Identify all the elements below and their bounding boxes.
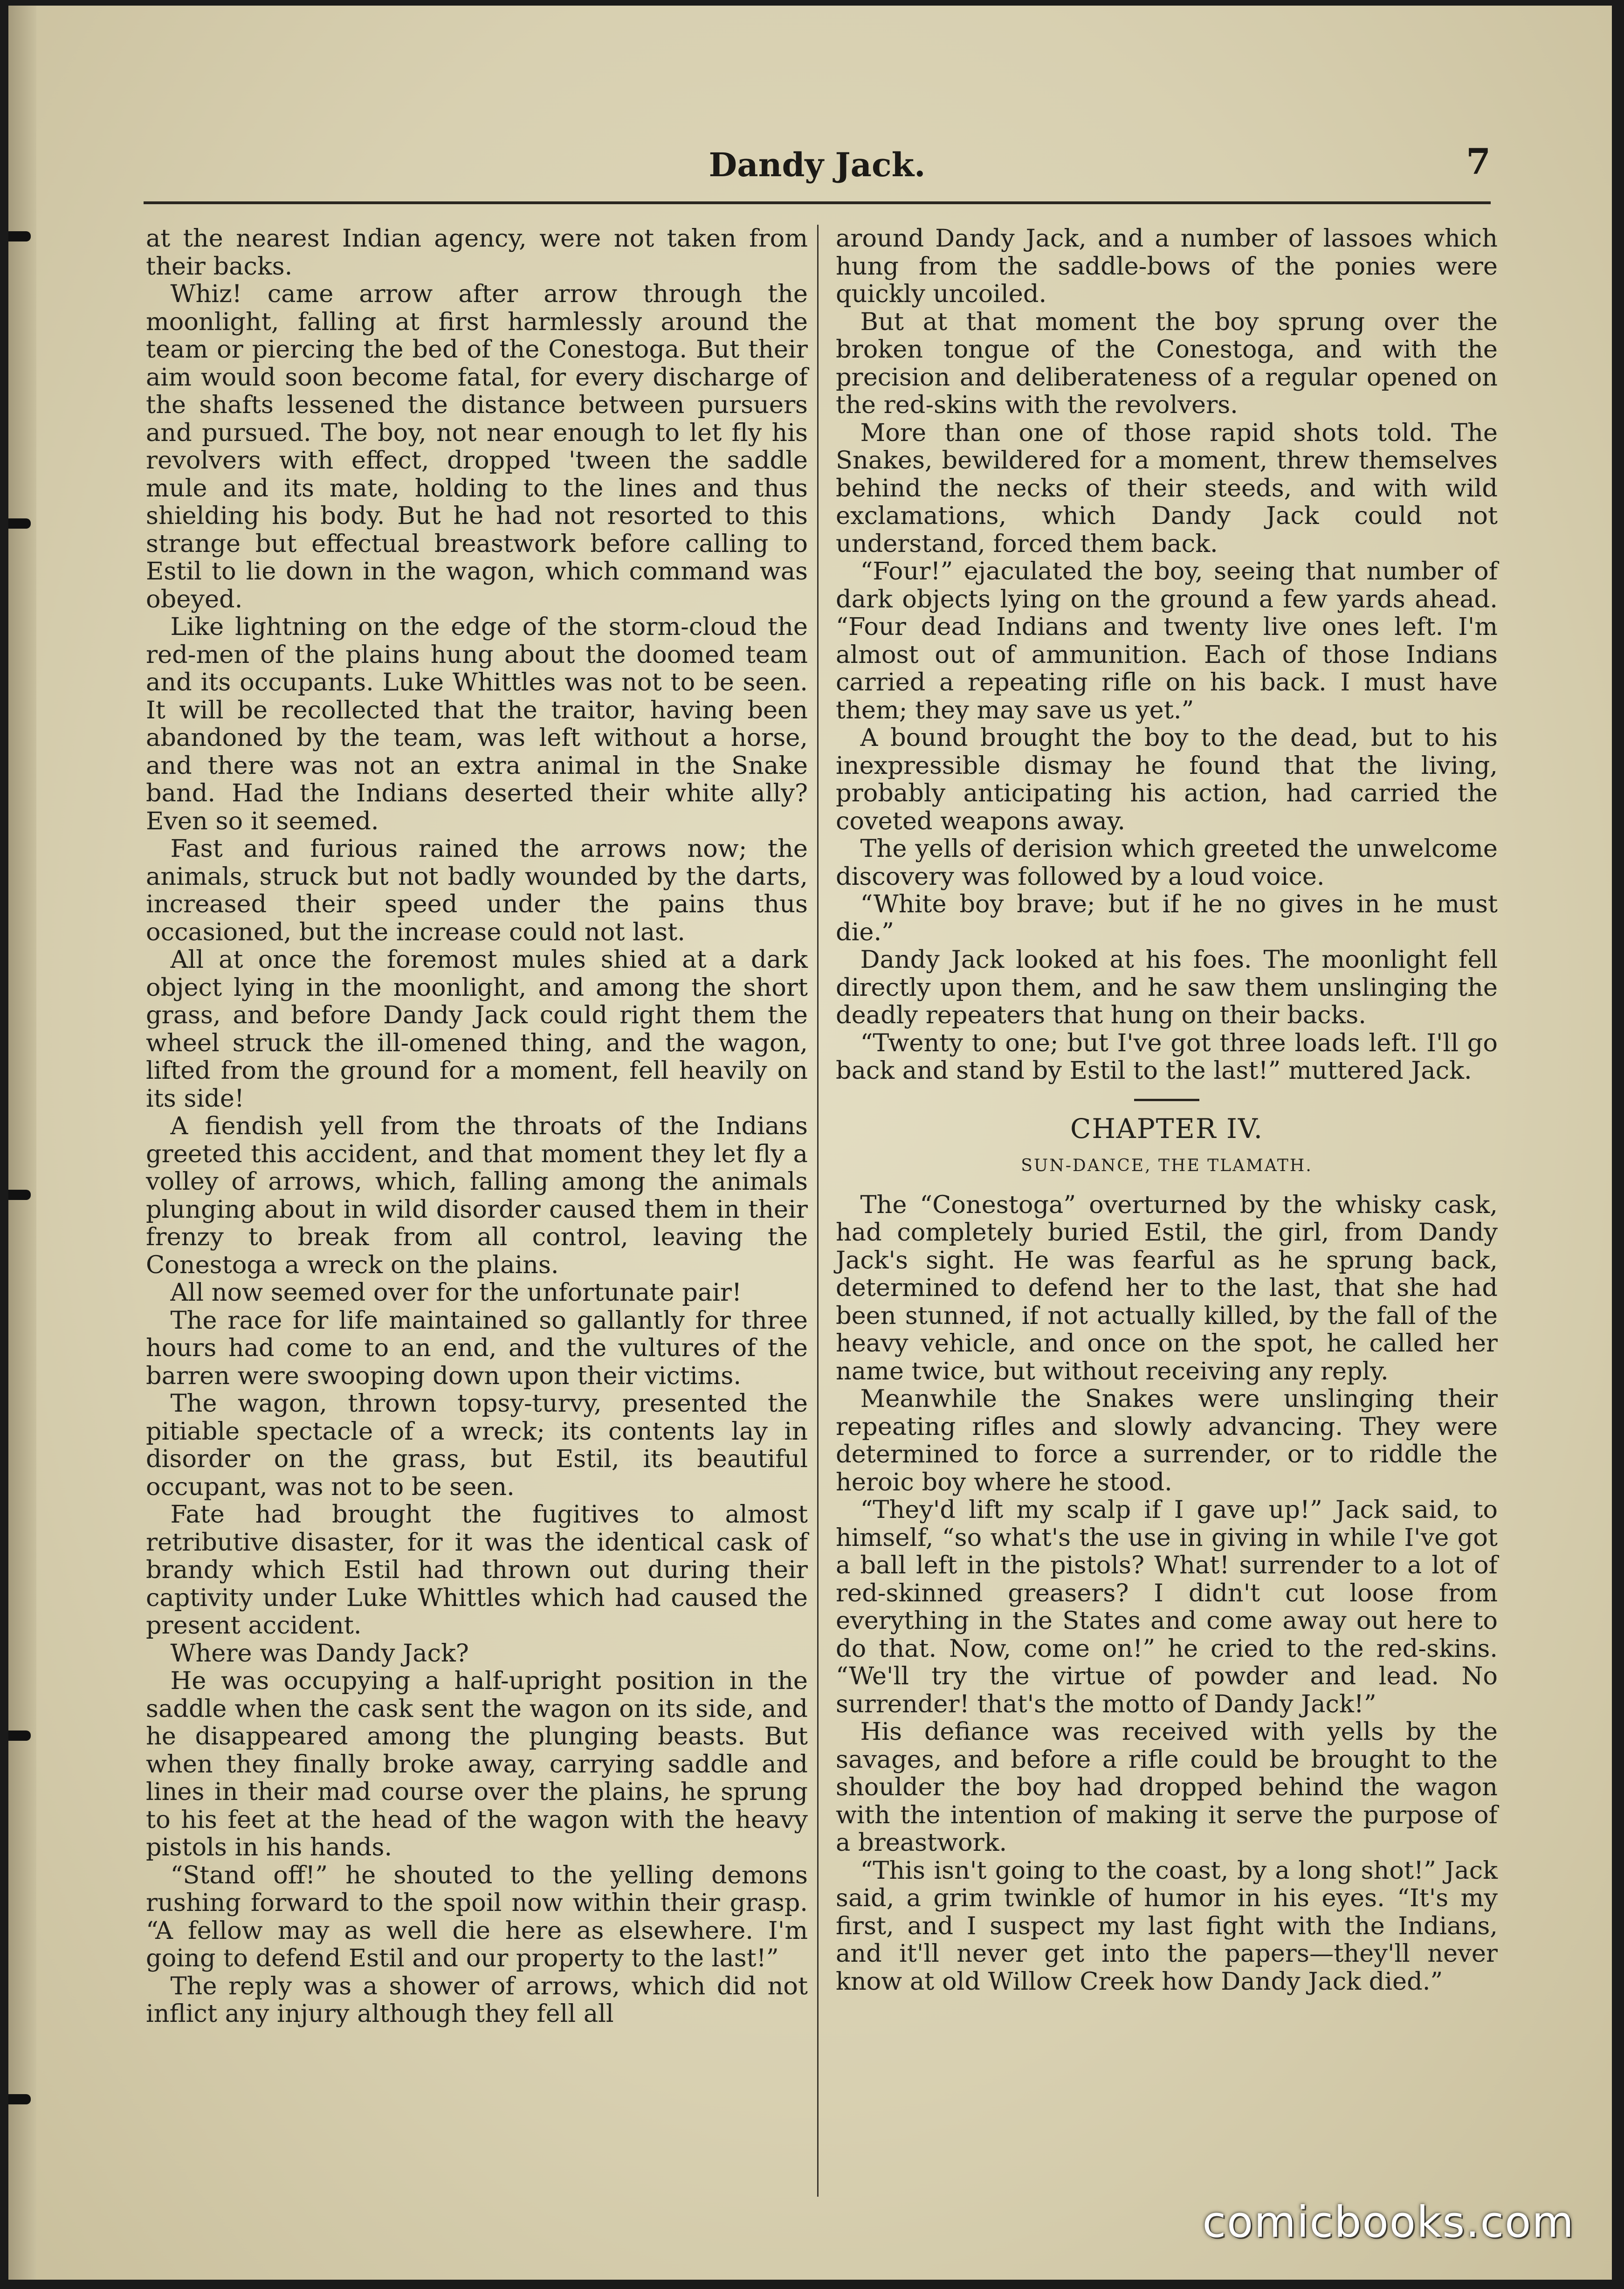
paragraph: Where was Dandy Jack? — [170, 1639, 469, 1668]
page-number: 7 — [1466, 141, 1491, 182]
binding-stitch — [8, 231, 31, 241]
chapter-rule — [1134, 1099, 1199, 1101]
paragraph: at the nearest Indian agency, were not taken from their backs. — [146, 224, 808, 281]
book-page — [8, 6, 1612, 2280]
paragraph: All at once the foremost mules shied at a dark object lying in the moonlight, and among the short grass, and before Dandy Jack could right them the wheel struck the ill-omened thing, and the wagon, lifted from the ground for a moment, fell heavily on its side! — [146, 945, 808, 1113]
paragraph: The wagon, thrown topsy-turvy, presented the pitiable spectacle of a wreck; its contents lay in disorder on the grass, but Estil, its beautiful occupant, was not to be seen. — [146, 1389, 808, 1501]
paragraph: All now seemed over for the unfortunate pair! — [170, 1278, 742, 1307]
paragraph: around Dandy Jack, and a number of lassoes which hung from the saddle-bows of the ponies were quickly uncoiled. — [836, 224, 1498, 308]
chapter-subtitle: SUN-DANCE, THE TLAMATH. — [1021, 1156, 1313, 1175]
watermark: comicbooks.com — [1202, 2197, 1575, 2247]
binding-stitch — [8, 1190, 31, 1200]
paragraph: He was occupying a half-upright position in the saddle when the cask sent the wagon on its side, and he disappeared among the plunging beasts. But when they finally broke away, carrying saddle and lines in their mad course over the plains, he sprung to his feet at the head of the wagon with the heavy pistols in his hands. — [146, 1667, 808, 1862]
paragraph: The “Conestoga” overturned by the whisky cask, had completely buried Estil, the girl, from Dandy Jack's sight. He was fearful as he sprung back, determined to defend her to the last, that she had been stunned, if not actually killed, by the fall of the heavy vehicle, and once on the spot, he called her name twice, but without receiving any reply. — [836, 1190, 1498, 1386]
chapter-title: CHAPTER IV. — [1070, 1112, 1264, 1144]
paragraph: Dandy Jack looked at his foes. The moonlight fell directly upon them, and he saw them unslinging the deadly repeaters that hung on their backs. — [836, 945, 1498, 1029]
header-rule — [144, 201, 1491, 204]
paragraph: A bound brought the boy to the dead, but to his inexpressible dismay he found that the living, probably anticipating his action, had carried the coveted weapons away. — [836, 724, 1498, 835]
paragraph: The reply was a shower of arrows, which did not inflict any injury although they fell all — [146, 1972, 808, 2028]
paragraph: His defiance was received with yells by the savages, and before a rifle could be brought to the shoulder the boy had dropped behind the wagon with the intention of making it serve the purpose of a breastwork. — [836, 1717, 1498, 1857]
paragraph: “Stand off!” he shouted to the yelling demons rushing forward to the spoil now within their grasp. “A fellow may as well die here as elsewhere. I'm going to defend Estil and our property to the last!” — [146, 1861, 808, 1972]
paragraph: Fate had brought the fugitives to almost retributive disaster, for it was the identical cask of brandy which Estil had thrown out during their captivity under Luke Whittles which had caused the present accident. — [146, 1500, 808, 1640]
paragraph: “They'd lift my scalp if I gave up!” Jack said, to himself, “so what's the use in giving in while I've got a ball left in the pistols? What! surrender to a lot of red-skinned greasers? I didn't cut loose from everything in the States and come away out here to do that. Now, come on!” he cried to the red-skins. “We'll try the virtue of powder and lead. No surrender! that's the motto of Dandy Jack!” — [836, 1496, 1498, 1718]
paragraph: “White boy brave; but if he no gives in he must die.” — [836, 890, 1498, 946]
paragraph: More than one of those rapid shots told. The Snakes, bewildered for a moment, threw themselves behind the necks of their steeds, and with wild exclamations, which Dandy Jack could not understand, forced them back. — [836, 418, 1498, 558]
paragraph: The yells of derision which greeted the unwelcome discovery was followed by a loud voice. — [836, 834, 1498, 891]
paragraph: “This isn't going to the coast, by a long shot!” Jack said, a grim twinkle of humor in his eyes. “It's my first, and I suspect my last fight with the Indians, and it'll never get into the papers—they'll never know at old Willow Creek how Dandy Jack died.” — [836, 1856, 1498, 1996]
paragraph: “Twenty to one; but I've got three loads left. I'll go back and stand by Estil to the last!” muttered Jack. — [836, 1028, 1498, 1085]
right-column — [836, 225, 1498, 1995]
binding-stitch — [8, 1731, 31, 1741]
paragraph: Meanwhile the Snakes were unslinging their repeating rifles and slowly advancing. They were determined to force a surrender, or to riddle the heroic boy where he stood. — [836, 1385, 1498, 1496]
paragraph: Fast and furious rained the arrows now; the animals, struck but not badly wounded by the darts, increased their speed under the pains thus occasioned, but the increase could not last. — [146, 834, 808, 946]
binding-stitch — [8, 518, 31, 529]
binding-edge — [8, 6, 36, 2280]
paragraph: A fiendish yell from the throats of the Indians greeted this accident, and that moment they let fly a volley of arrows, which, falling among the animals plunging about in wild disorder caused them in their frenzy to break from all control, leaving the Conestoga a wreck on the plains. — [146, 1112, 808, 1279]
paragraph: But at that moment the boy sprung over the broken tongue of the Conestoga, and with the precision and deliberateness of a regular opened on the red-skins with the revolvers. — [836, 307, 1498, 419]
paragraph: Whiz! came arrow after arrow through the moonlight, falling at first harmlessly around the team or piercing the bed of the Conestoga. But their aim would soon become fatal, for every discharge of the shafts lessened the distance between pursuers and pursued. The boy, not near enough to let fly his revolvers with effect, dropped 'tween the saddle mule and its mate, holding to the lines and thus shielding his body. But he had not resorted to this strange but effectual breastwork before calling to Estil to lie down in the wagon, which command was obeyed. — [146, 280, 808, 614]
running-title: Dandy Jack. — [709, 145, 926, 184]
paragraph: The race for life maintained so gallantly for three hours had come to an end, and the vultures of the barren were swooping down upon their victims. — [146, 1306, 808, 1390]
paragraph: “Four!” ejaculated the boy, seeing that number of dark objects lying on the ground a few yards ahead. “Four dead Indians and twenty live ones left. I'm almost out of ammunition. Each of those Indians carried a repeating rifle on his back. I must have them; they may save us yet.” — [836, 557, 1498, 724]
page-header — [144, 141, 1491, 197]
paragraph: Like lightning on the edge of the storm-cloud the red-men of the plains hung about the doomed team and its occupants. Luke Whittles was not to be seen. It will be recollected that the traitor, having been abandoned by the team, was left without a horse, and there was not an extra animal in the Snake band. Had the Indians deserted their white ally? Even so it seemed. — [146, 613, 808, 835]
column-divider — [817, 225, 819, 2197]
binding-stitch — [8, 2094, 31, 2104]
left-column — [146, 225, 808, 2028]
